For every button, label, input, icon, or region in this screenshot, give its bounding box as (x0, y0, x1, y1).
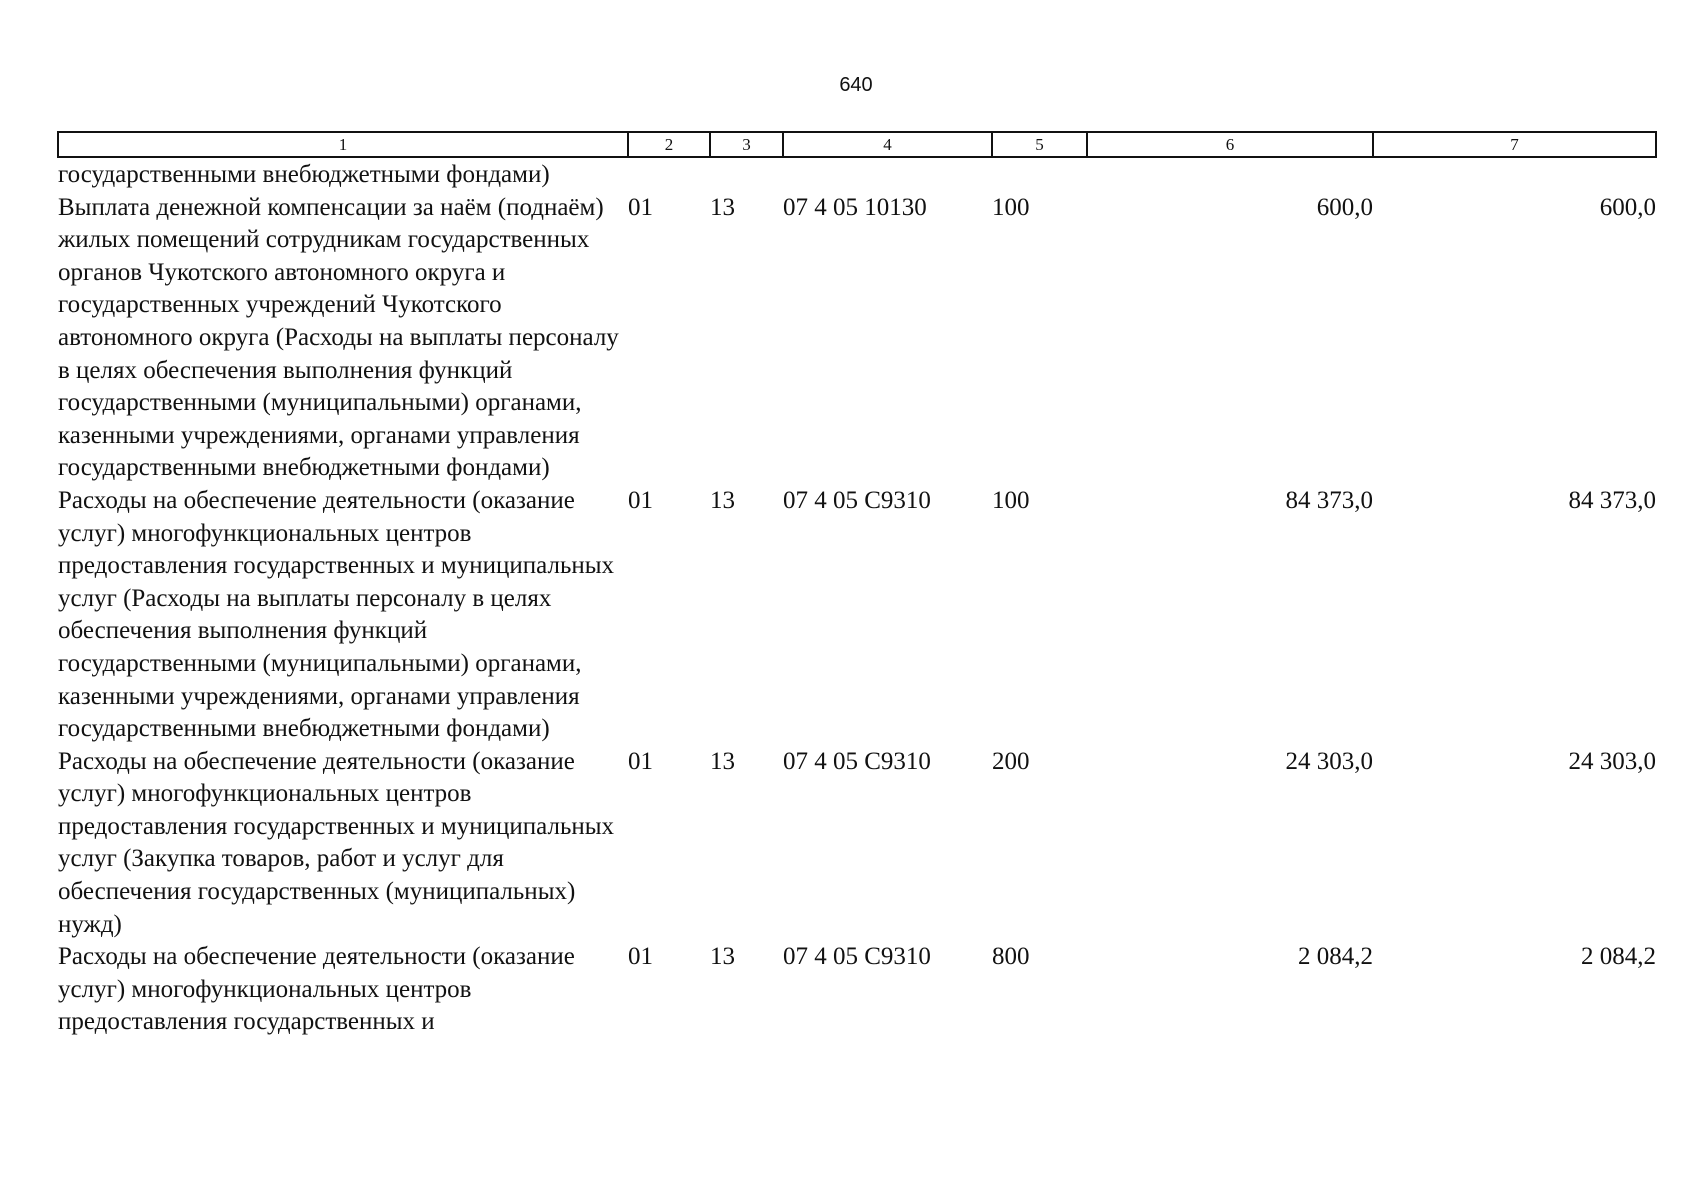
row-section (628, 157, 710, 192)
header-col-5: 5 (992, 132, 1087, 157)
row-section: 01 (628, 943, 653, 971)
header-col-2: 2 (628, 132, 710, 157)
table-body (58, 157, 1656, 1039)
table-header (58, 132, 1656, 157)
row-name: государственными внебюджетными фондами) (58, 161, 550, 188)
table-row (58, 941, 1656, 1039)
header-row (58, 132, 1656, 157)
row-amount-col7: 2 084,2 (1581, 943, 1656, 971)
row-target-article: 07 4 05 С9310 (783, 486, 931, 514)
header-col-3: 3 (710, 132, 783, 157)
budget-table (57, 131, 1657, 1039)
row-expense-type: 200 (992, 747, 1030, 775)
row-name: Расходы на обеспечение деятельности (оказание услуг) многофункциональных центров предоставления государственных и муниципальных услуг (Закупка товаров, работ и услуг для обеспечения государственных (муниципальных) нужд) (58, 747, 615, 938)
row-name: Расходы на обеспечение деятельности (оказание услуг) многофункциональных центров предоставления государственных и (58, 943, 575, 1036)
row-target-article: 07 4 05 С9310 (783, 747, 931, 775)
row-amount-col6: 24 303,0 (1285, 747, 1373, 775)
row-subsection: 13 (710, 486, 735, 514)
row-target-article: 07 4 05 10130 (783, 193, 927, 221)
table-row (58, 157, 1656, 192)
row-amount-col7: 600,0 (1599, 193, 1656, 221)
table-row (58, 192, 1656, 485)
header-col-1: 1 (58, 132, 628, 157)
row-section: 01 (628, 193, 653, 221)
header-col-7: 7 (1373, 132, 1656, 157)
row-section: 01 (628, 486, 653, 514)
row-subsection (710, 157, 783, 192)
row-amount-col7 (1373, 157, 1656, 192)
row-amount-col6: 2 084,2 (1298, 943, 1373, 971)
row-expense-type: 100 (992, 486, 1030, 514)
table-row (58, 485, 1656, 746)
header-col-6: 6 (1087, 132, 1373, 157)
row-subsection: 13 (710, 747, 735, 775)
row-target-article: 07 4 05 С9310 (783, 943, 931, 971)
row-amount-col7: 84 373,0 (1568, 486, 1656, 514)
row-amount-col6 (1087, 157, 1373, 192)
row-name: Выплата денежной компенсации за наём (поднаём) жилых помещений сотрудникам государственных органов Чукотского автономного округа и государственных учреждений Чукотского автономного округа (Расходы на выплаты персоналу в целях обеспечения выполнения функций государственными (муниципальными) органами, казенными учреждениями, органами управления государственными внебюджетными фондами) (58, 193, 619, 482)
table-row (58, 746, 1656, 942)
row-name: Расходы на обеспечение деятельности (оказание услуг) многофункциональных центров предоставления государственных и муниципальных услуг (Расходы на выплаты персоналу в целях обеспечения выполнения функций государственными (муниципальными) органами, казенными учреждениями, органами управления государственными внебюджетными фондами) (58, 486, 615, 743)
row-target-article (783, 157, 992, 192)
row-expense-type (992, 157, 1087, 192)
row-amount-col7: 24 303,0 (1568, 747, 1656, 775)
row-expense-type: 800 (992, 943, 1030, 971)
row-amount-col6: 84 373,0 (1285, 486, 1373, 514)
row-expense-type: 100 (992, 193, 1030, 221)
row-section: 01 (628, 747, 653, 775)
page-number: 640 (839, 74, 873, 96)
row-subsection: 13 (710, 943, 735, 971)
row-amount-col6: 600,0 (1316, 193, 1373, 221)
header-col-4: 4 (783, 132, 992, 157)
row-subsection: 13 (710, 193, 735, 221)
